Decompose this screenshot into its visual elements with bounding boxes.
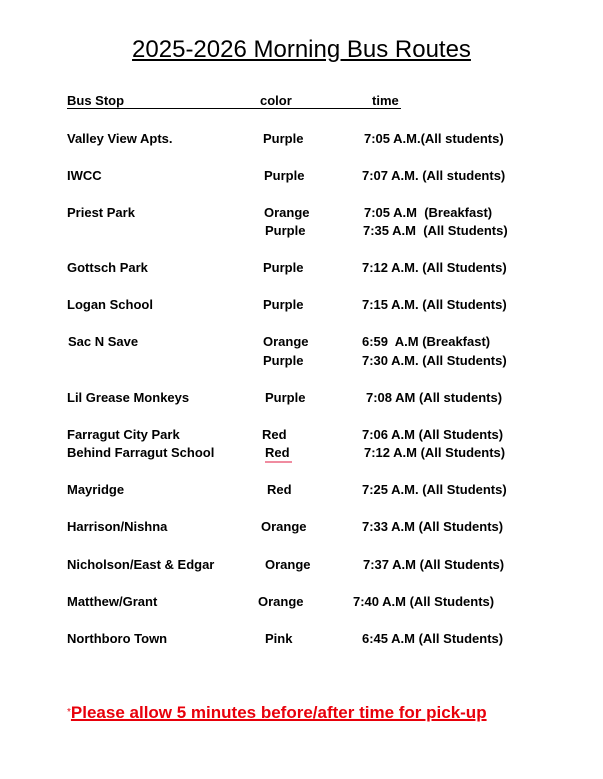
- pickup-time: 7:15 A.M. (All Students): [362, 297, 507, 312]
- route-color: Purple: [263, 297, 304, 312]
- stop-name: Nicholson/East & Edgar: [67, 557, 215, 572]
- pickup-time: 7:06 A.M (All Students): [362, 427, 504, 442]
- pickup-time: 7:25 A.M. (All Students): [362, 482, 507, 497]
- route-color: Red: [267, 482, 292, 497]
- route-color: Orange: [264, 205, 310, 220]
- route-color: Orange: [258, 594, 304, 609]
- pickup-time: 7:05 A.M (Breakfast): [364, 205, 493, 220]
- stop-name: Lil Grease Monkeys: [67, 390, 190, 405]
- route-color: Red: [265, 445, 290, 460]
- route-color: Orange: [261, 519, 307, 534]
- route-color: Pink: [265, 631, 293, 646]
- stop-name: Harrison/Nishna: [67, 519, 168, 534]
- stop-name: Logan School: [67, 297, 153, 312]
- header-color: color: [260, 93, 292, 108]
- note-text: Please allow 5 minutes before/after time for pick-up: [70, 703, 487, 722]
- stop-name: Valley View Apts.: [67, 131, 173, 146]
- route-color: Purple: [265, 390, 306, 405]
- route-color: Red: [262, 427, 287, 442]
- stop-name: Farragut City Park: [67, 427, 180, 442]
- spellcheck-underline: [265, 461, 292, 463]
- pickup-time: 7:37 A.M (All Students): [363, 557, 505, 572]
- pickup-time: 7:12 A.M (All Students): [364, 445, 506, 460]
- route-color: Purple: [263, 260, 304, 275]
- pickup-note: [67, 703, 487, 723]
- pickup-time: 6:59 A.M (Breakfast): [362, 334, 491, 349]
- header-bus-stop: Bus Stop: [67, 93, 125, 108]
- stop-name: Northboro Town: [67, 631, 168, 646]
- pickup-time: 7:40 A.M (All Students): [353, 594, 495, 609]
- route-color: Purple: [263, 131, 304, 146]
- pickup-time: 7:08 AM (All students): [366, 390, 503, 405]
- stop-name: IWCC: [67, 168, 102, 183]
- stop-name: Gottsch Park: [67, 260, 148, 275]
- page-title: 2025-2026 Morning Bus Routes: [132, 36, 471, 63]
- note-asterisk: *: [67, 707, 71, 718]
- pickup-time: 7:07 A.M. (All students): [362, 168, 506, 183]
- header-underline: [67, 108, 401, 109]
- route-color: Purple: [265, 223, 306, 238]
- stop-name: Mayridge: [67, 482, 125, 497]
- stop-name: Sac N Save: [68, 334, 139, 349]
- stop-name: Priest Park: [67, 205, 135, 220]
- route-color: Orange: [263, 334, 309, 349]
- route-color: Purple: [263, 353, 304, 368]
- pickup-time: 7:30 A.M. (All Students): [362, 353, 507, 368]
- route-color: Purple: [264, 168, 305, 183]
- stop-name: Behind Farragut School: [67, 445, 215, 460]
- header-time: time: [372, 93, 399, 108]
- pickup-time: 7:05 A.M.(All students): [364, 131, 504, 146]
- pickup-time: 7:33 A.M (All Students): [362, 519, 504, 534]
- pickup-time: 7:35 A.M (All Students): [363, 223, 508, 238]
- pickup-time: 7:12 A.M. (All Students): [362, 260, 507, 275]
- route-color: Orange: [265, 557, 311, 572]
- pickup-time: 6:45 A.M (All Students): [362, 631, 504, 646]
- stop-name: Matthew/Grant: [67, 594, 158, 609]
